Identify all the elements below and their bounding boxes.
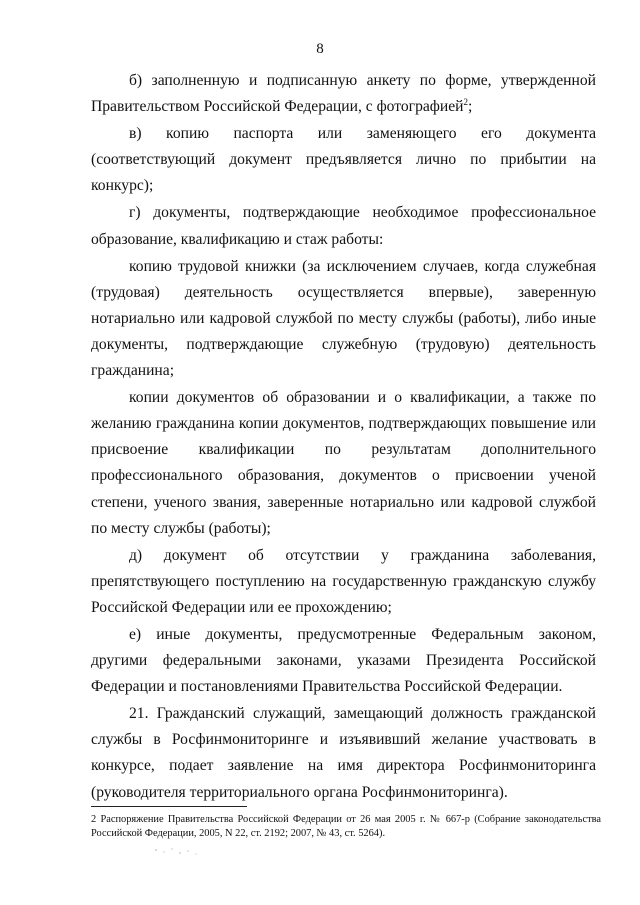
paragraph-tail: ;	[468, 98, 473, 116]
document-body	[91, 68, 596, 807]
paragraph-d: д) документ об отсутствии у гражданина заболевания, препятствующего поступлению на государственную гражданскую службу Российской Федерации или ее прохождению;	[91, 546, 596, 616]
footnote: 2 Распоряжение Правительства Российской Федерации от 26 мая 2005 г. № 667-р (Собрание законодательства Российской Федерации, 2005, N 22, ст. 2192; 2007, № 43, ст. 5264).	[91, 814, 601, 839]
page-number: 8	[316, 41, 324, 57]
scan-specks	[150, 845, 210, 859]
paragraph-b	[91, 68, 596, 120]
paragraph-work-book: копию трудовой книжки (за исключением случаев, когда служебная (трудовая) деятельность осуществляется впервые), заверенную нотариально или кадровой службой по месту службы (работы), либо иные документы, подтверждающие служебную (трудовую) деятельность гражданина;	[91, 257, 596, 380]
paragraph-text: б) заполненную и подписанную анкету по форме, утвержденной Правительством Российской Федерации, с фотографией	[91, 72, 596, 116]
paragraph-education-copies: копии документов об образовании и о квалификации, а также по желанию гражданина копии документов, подтверждающих повышение или присвоение квалификации по результатам дополнительного профессионального образования, документов о присвоении ученой степени, ученого звания, заверенные нотариально или кадровой службой по месту службы (работы);	[91, 389, 596, 537]
paragraph-g: г) документы, подтверждающие необходимое профессиональное образование, квалификацию и стаж работы:	[91, 204, 596, 248]
paragraph-v: в) копию паспорта или заменяющего его документа (соответствующий документ предъявляется лично по прибытии на конкурс);	[91, 125, 596, 195]
footnote-divider	[91, 806, 247, 807]
paragraph-e: е) иные документы, предусмотренные Федеральным законом, другими федеральными законами, указами Президента Российской Федерации и постановлениями Правительства Российской Федерации.	[91, 625, 596, 696]
paragraph-21: 21. Гражданский служащий, замещающий должность гражданской службы в Росфинмониторинге и изъявивший желание участвовать в конкурсе, подает заявление на имя директора Росфинмониторинга (руководителя территориального органа Росфинмониторинга).	[91, 705, 596, 801]
footnote-reference: 2	[463, 96, 469, 107]
